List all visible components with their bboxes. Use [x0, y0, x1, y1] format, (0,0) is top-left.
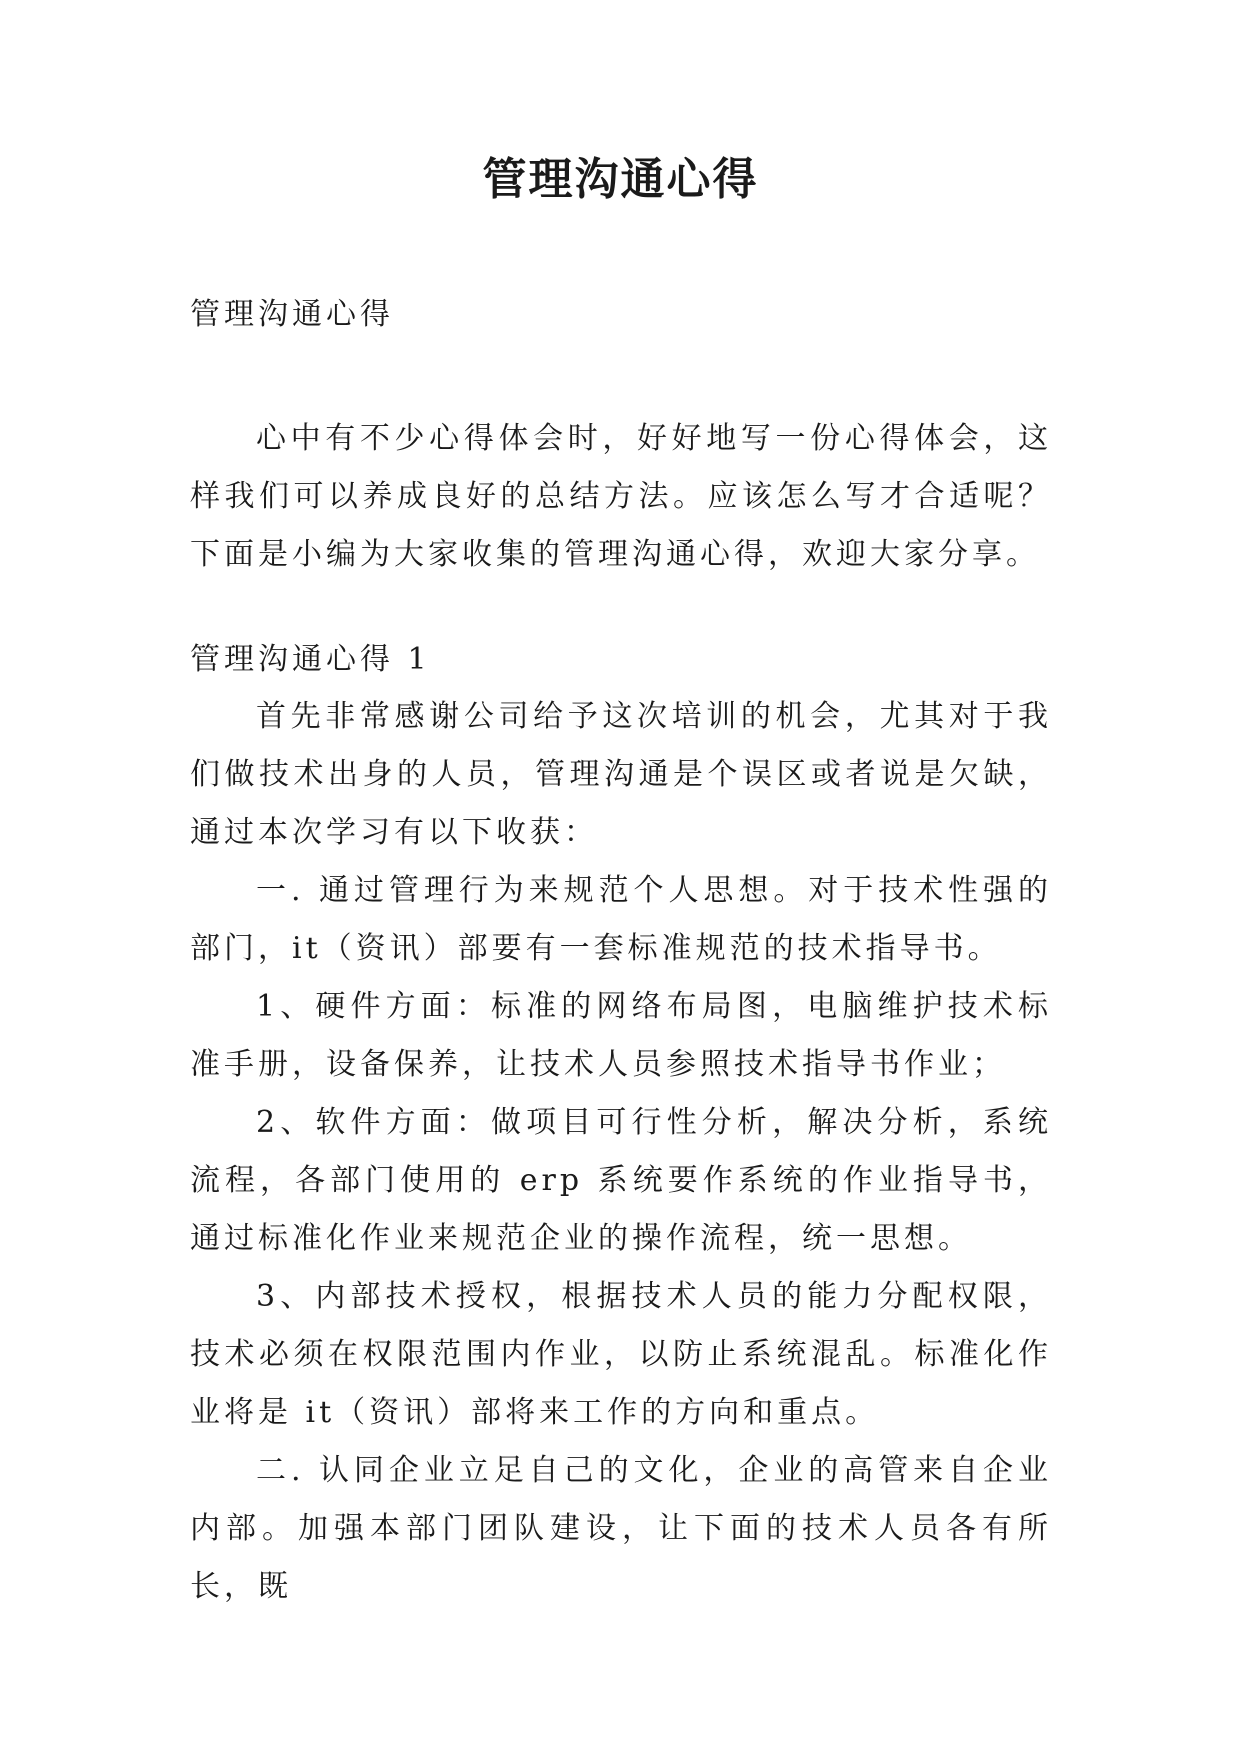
- document-subtitle: 管理沟通心得: [190, 297, 394, 332]
- body-paragraph: 首先非常感谢公司给予这次培训的机会，尤其对于我们做技术出身的人员，管理沟通是个误区或者说是欠缺，通过本次学习有以下收获：: [190, 699, 1052, 850]
- section-body: [190, 688, 1052, 1616]
- section-heading: 管理沟通心得 1: [190, 642, 431, 677]
- body-paragraph: 二. 认同企业立足自己的文化，企业的高管来自企业内部。加强本部门团队建设，让下面的技术人员各有所长，既: [190, 1453, 1052, 1604]
- body-paragraph: 3、内部技术授权，根据技术人员的能力分配权限，技术必须在权限范围内作业，以防止系统混乱。标准化作业将是 it（资讯）部将来工作的方向和重点。: [190, 1279, 1052, 1430]
- body-paragraph: 1、硬件方面：标准的网络布局图，电脑维护技术标准手册，设备保养，让技术人员参照技术指导书作业；: [190, 989, 1052, 1082]
- body-paragraph: 2、软件方面：做项目可行性分析，解决分析，系统流程，各部门使用的 erp 系统要作系统的作业指导书，通过标准化作业来规范企业的操作流程，统一思想。: [190, 1105, 1052, 1256]
- intro-paragraph: 心中有不少心得体会时，好好地写一份心得体会，这样我们可以养成良好的总结方法。应该怎么写才合适呢？下面是小编为大家收集的管理沟通心得，欢迎大家分享。: [190, 421, 1052, 572]
- document-title: 管理沟通心得: [482, 154, 759, 205]
- body-paragraph: 一. 通过管理行为来规范个人思想。对于技术性强的部门，it（资讯）部要有一套标准规范的技术指导书。: [190, 873, 1052, 966]
